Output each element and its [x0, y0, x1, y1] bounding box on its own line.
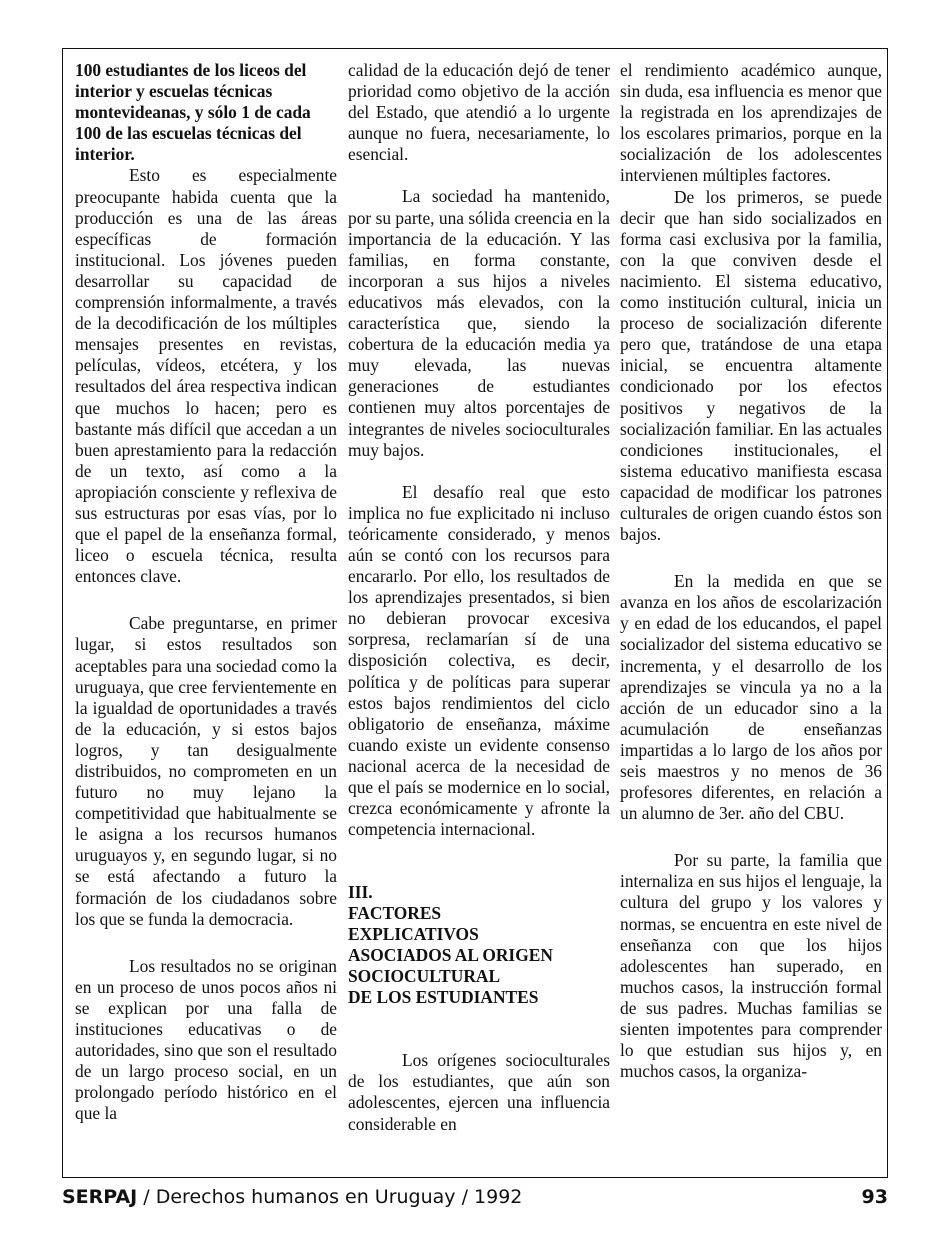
footer-publication: / Derechos humanos en Uruguay / 1992: [137, 1186, 523, 1208]
section-number: III.: [348, 882, 373, 903]
page-number: 93: [861, 1186, 888, 1208]
footer-source: [62, 1186, 522, 1208]
section-title-line: DE LOS ESTUDIANTES: [348, 987, 539, 1008]
paragraph: Por su parte, la familia que internaliza en sus hijos el lenguaje, la cultura del grupo y los valores y normas, se encuentra en este nivel de enseñanza con que los hijos adolescentes han superado, en muchos casos, la instrucción formal de sus padres. Muchas familias se sienten impotentes para comprender lo que estudian sus hijos y, en muchos casos, la organiza-: [620, 850, 882, 1082]
bold-lead-paragraph: 100 estudiantes de los liceos del interior y escuelas técnicas montevideanas, y sólo 1 de cada 100 de las escuelas técnicas del interior.: [75, 60, 311, 165]
paragraph: Cabe preguntarse, en primer lugar, si estos resultados son aceptables para una sociedad como la uruguaya, que cree fervientemente en la igualdad de oportunidades a través de la educación, y si estos bajos logros, y tan desigualmente distribuidos, no comprometen en un futuro no muy lejano la competitividad que habitualmente se le asigna a los recursos humanos uruguayos y, en segundo lugar, si no se está afectando a futuro la formación de los ciudadanos sobre los que se funda la democracia.: [75, 613, 337, 929]
section-title-line: FACTORES: [348, 903, 442, 924]
paragraph: el rendimiento académico aunque, sin duda, esa influencia es menor que la registrada en los aprendizajes de los escolares primarios, porque en la socialización de los adolescentes intervienen múltiples factores.: [620, 60, 882, 186]
section-title-line: SOCIOCULTURAL: [348, 966, 501, 987]
paragraph: En la medida en que se avanza en los años de escolarización y en edad de los educandos, el papel socializador del sistema educativo se incrementa, y el desarrollo de los aprendizajes se vincula ya no a la acción de un educador sino a la acumulación de enseñanzas impartidas a lo largo de los años por seis maestros y no menos de 36 profesores diferentes, en relación a un alumno de 3er. año del CBU.: [620, 571, 882, 824]
paragraph: calidad de la educación dejó de tener prioridad como objetivo de la acción del Estado, que atendió a lo urgente aunque no fuera, necesariamente, lo esencial.: [348, 60, 610, 165]
paragraph: El desafío real que esto implica no fue explicitado ni incluso teóricamente considerado, y menos aún se contó con los recursos para encararlo. Por ello, los resultados de los aprendizajes presentados, si bien no debieran provocar excesiva sorpresa, reclamarían sí de una disposición colectiva, es decir, política y de políticas para superar estos bajos rendimientos del ciclo obligatorio de enseñanza, máxime cuando existe un evidente consenso nacional acerca de la necesidad de que el país se modernice en lo social, crezca económicamente y afronte la competencia internacional.: [348, 481, 610, 840]
text-column-2: [348, 60, 610, 1135]
section-title-line: EXPLICATIVOS: [348, 924, 479, 945]
section-title-line: ASOCIADOS AL ORIGEN: [348, 945, 553, 966]
paragraph: Esto es especialmente preocupante habida cuenta que la producción es una de las áreas específicas de formación institucional. Los jóvenes pueden desarrollar su capacidad de comprensión informalmente, a través de la decodificación de los múltiples mensajes presentes en revistas, películas, vídeos, etcétera, y los resultados del área respectiva indican que muchos lo hacen; pero es bastante más difícil que accedan a un buen aprestamiento para la redacción de un texto, así como a la apropiación consciente y reflexiva de sus estructuras por esas vías, por lo que el papel de la enseñanza formal, liceo o escuela técnica, resulta entonces clave.: [75, 165, 337, 587]
footer-org: SERPAJ: [62, 1186, 138, 1208]
section-heading: [348, 882, 610, 1008]
paragraph: Los resultados no se originan en un proceso de unos pocos años ni se explican por una falla de instituciones educativas o de autoridades, sino que son el resultado de un largo proceso social, en un prolongado período histórico en el que la: [75, 955, 337, 1124]
paragraph: De los primeros, se puede decir que han sido socializados en forma casi exclusiva por la familia, con la que conviven desde el nacimiento. El sistema educativo, como institución cultural, inicia un proceso de socialización diferente pero que, tratándose de una etapa inicial, se encuentra altamente condicionado por los efectos positivos y negativos de la socialización familiar. En las actuales condiciones institucionales, el sistema educativo manifiesta escasa capacidad de modificar los patrones culturales de origen cuando éstos son bajos.: [620, 186, 882, 545]
paragraph: La sociedad ha mantenido, por su parte, una sólida creencia en la importancia de la educación. Y las familias, en forma constante, incorporan a sus hijos a niveles educativos más elevados, con la característica que, siendo la cobertura de la educación media ya muy elevada, las nuevas generaciones de estudiantes contienen muy altos porcentajes de integrantes de niveles socioculturales muy bajos.: [348, 186, 610, 460]
paragraph: Los orígenes socioculturales de los estudiantes, que aún son adolescentes, ejercen una influencia considerable en: [348, 1050, 610, 1134]
text-column-3: [620, 60, 882, 1082]
text-column-1: [75, 60, 337, 1125]
